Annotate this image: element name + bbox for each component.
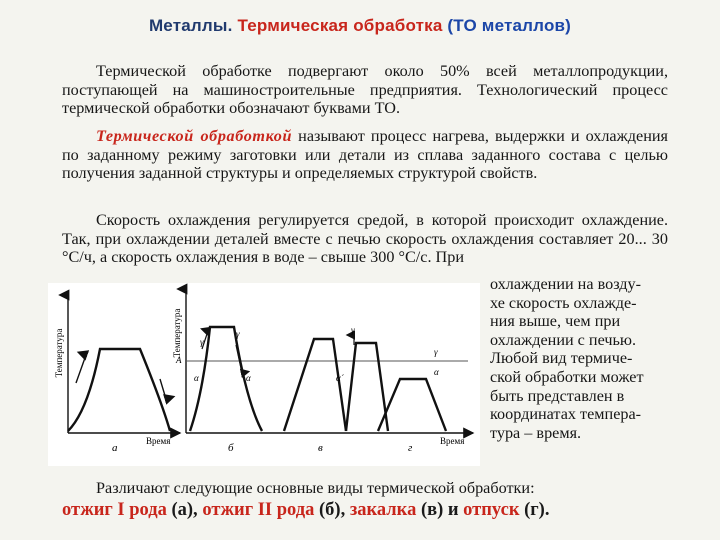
type-tempering: отпуск bbox=[463, 500, 520, 520]
heat-treatment-diagram bbox=[48, 283, 480, 466]
side-line: Любой вид термиче- bbox=[490, 349, 633, 368]
types-intro: Различают следующие основные виды термической обработки: bbox=[96, 479, 535, 497]
label-g: г bbox=[408, 442, 413, 454]
type-quenching-letter: (в) bbox=[416, 500, 448, 520]
curve-v2 bbox=[346, 343, 388, 431]
diagram-a bbox=[54, 295, 180, 454]
curve-g bbox=[378, 379, 446, 431]
side-line: хе скорость охлажде- bbox=[490, 293, 637, 312]
paragraph-intro: Термической обработке подвергают около 50% всей металлопродукции, поступающей на машиностроительные предприятия. Технологический процесс термической обработки обозначают буквами ТО. bbox=[62, 62, 668, 118]
type-quenching: закалка bbox=[349, 500, 417, 520]
mark-gamma-b: γ bbox=[200, 337, 204, 347]
paragraph-definition bbox=[62, 127, 668, 183]
mark-gamma-g: γ bbox=[434, 347, 438, 357]
side-line: тура – время. bbox=[490, 423, 582, 442]
side-line: охлаждении на возду- bbox=[490, 275, 642, 293]
mark-alpha-b2: α bbox=[246, 373, 251, 383]
cooling-arrow-a bbox=[160, 379, 166, 399]
x-axis-label-bvg: Время bbox=[440, 436, 465, 446]
side-line: охлаждении с печью. bbox=[490, 330, 637, 349]
mark-alpha-b: α bbox=[194, 373, 199, 383]
paragraph-cooling-rate: Скорость охлаждения регулируется средой, в которой происходит охлаждение. Так, при охлаждении деталей вместе с печью скорость охлаждения составляет 20... 30 °С/ч, а скорость охлаждения в воде – свыше 300 °С/с. При bbox=[62, 211, 668, 267]
side-line: ской обработки может bbox=[490, 367, 644, 386]
side-line: координатах темпера- bbox=[490, 405, 642, 424]
mark-A: А bbox=[176, 355, 182, 365]
type-annealing-2-letter: (б), bbox=[314, 500, 350, 520]
mark-gamma-v: γ bbox=[351, 325, 355, 335]
definition-term: Термической обработкой bbox=[96, 127, 293, 145]
mark-gamma-b2: γ bbox=[236, 329, 240, 339]
type-tempering-letter: (г). bbox=[519, 500, 550, 520]
title-part-metals: Металлы. bbox=[148, 16, 233, 35]
y-axis-label-a: Температура bbox=[54, 328, 64, 378]
mark-alpha-prime: α´ bbox=[336, 373, 344, 383]
y-axis-label-bvg: Температура bbox=[172, 308, 182, 358]
side-text bbox=[490, 275, 668, 442]
diagram-svg bbox=[48, 283, 480, 466]
side-line: быть представлен в bbox=[490, 386, 625, 405]
heating-arrow-a bbox=[76, 355, 86, 383]
treatment-types bbox=[62, 500, 668, 521]
curve-v bbox=[284, 339, 346, 431]
side-line: ния выше, чем при bbox=[490, 312, 621, 331]
definition-body: называют процесс нагрева, выдержки и охлаждения по заданному режиму заготовки или детали из сплава заданного состава с целью получения заданной структуры и определяемых структурой свойств. bbox=[62, 127, 668, 183]
label-a: а bbox=[112, 442, 118, 454]
title-part-abbrev: (ТО металлов) bbox=[447, 16, 572, 35]
type-annealing-1: отжиг I рода bbox=[62, 500, 167, 520]
mark-alpha-g: α bbox=[434, 367, 439, 377]
label-b: б bbox=[228, 442, 234, 454]
type-annealing-2: отжиг II рода bbox=[202, 500, 315, 520]
label-v: в bbox=[318, 442, 323, 454]
slide-title bbox=[0, 16, 720, 36]
title-part-heat-treatment: Термическая обработка bbox=[232, 16, 448, 35]
type-annealing-1-letter: (а), bbox=[166, 500, 203, 520]
x-axis-label-a: Время bbox=[146, 436, 171, 446]
diagram-bvg bbox=[172, 289, 473, 454]
type-conjunction: и bbox=[447, 500, 464, 520]
